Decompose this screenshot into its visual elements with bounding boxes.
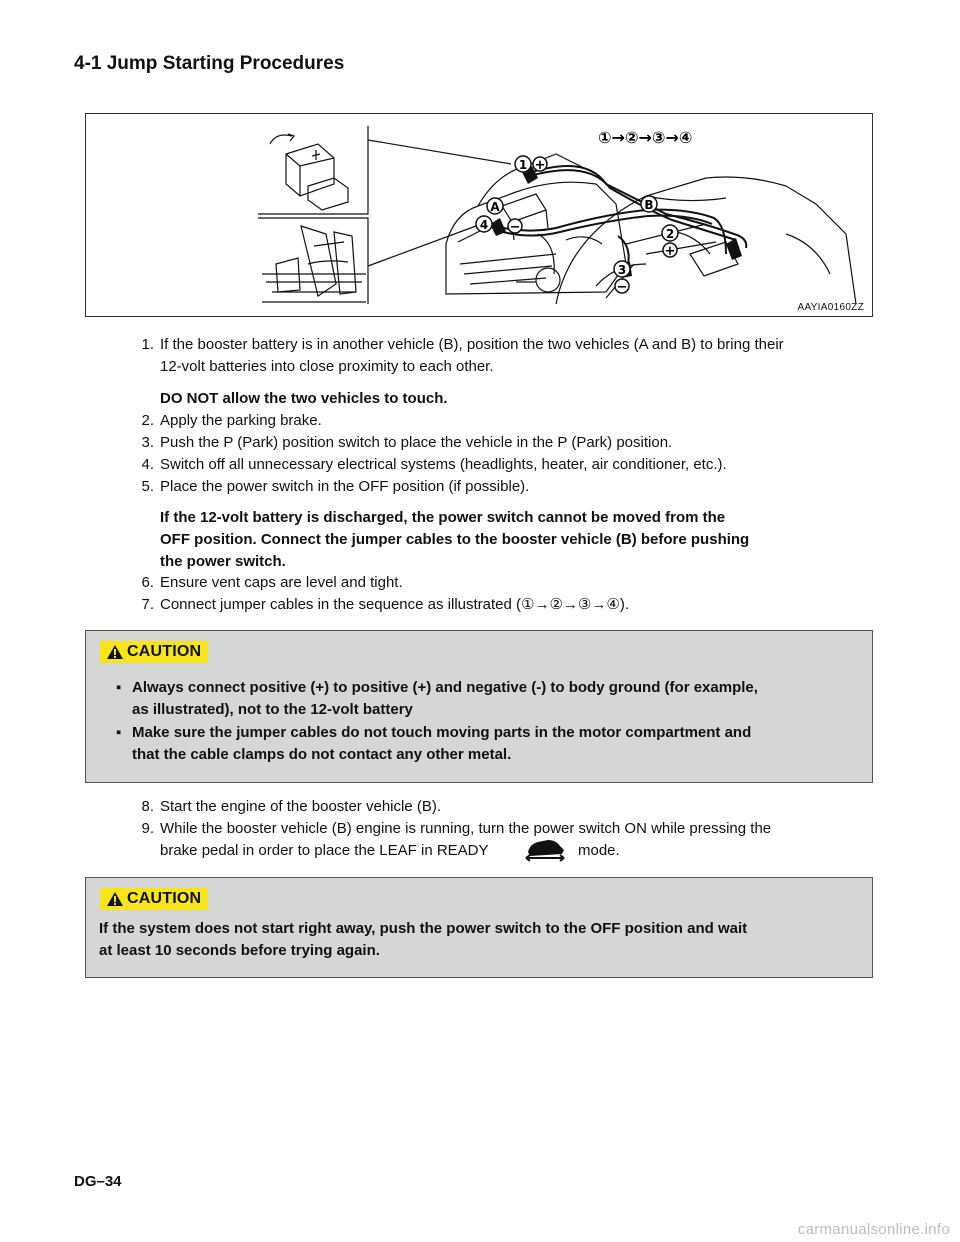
svg-text:3: 3 bbox=[617, 263, 627, 277]
jump-start-illustration bbox=[85, 113, 873, 317]
step-5-note-line-3: the power switch. bbox=[160, 553, 286, 570]
step-5-note-line-1: If the 12-volt battery is discharged, the power switch cannot be moved from the bbox=[160, 509, 726, 526]
svg-text:+: + bbox=[664, 244, 676, 259]
callout-vehicle-a bbox=[487, 198, 503, 214]
step-5-note-line-2: OFF position. Connect the jumper cables to the booster vehicle (B) before pushing bbox=[160, 531, 750, 548]
warning-triangle-icon bbox=[106, 891, 124, 907]
svg-text:−: − bbox=[616, 280, 628, 295]
warning-triangle-icon bbox=[106, 644, 124, 660]
page-title: 4-1 Jump Starting Procedures bbox=[74, 53, 345, 74]
caution-badge-1 bbox=[100, 641, 208, 663]
watermark: carmanualsonline.info bbox=[797, 1221, 950, 1238]
caution-2-line-1: If the system does not start right away, push the power switch to the OFF position and wait bbox=[99, 920, 748, 937]
caution-label-1: CAUTION bbox=[127, 643, 202, 660]
step-9-after: mode. bbox=[578, 842, 620, 859]
svg-text:+: + bbox=[534, 158, 546, 173]
callout-2 bbox=[662, 225, 678, 259]
sequence-label: ①→②→③→④ bbox=[598, 128, 693, 147]
caution-label-2: CAUTION bbox=[127, 890, 202, 907]
svg-text:1: 1 bbox=[518, 158, 528, 172]
svg-text:B: B bbox=[644, 198, 654, 212]
caution-2-line-2: at least 10 seconds before trying again. bbox=[99, 942, 380, 959]
step-1-note: DO NOT allow the two vehicles to touch. bbox=[160, 390, 448, 407]
caution-box-1: CAUTION ▪ Always connect positive (+) to positive (+) and negative (-) to body ground (for example, as illustrated), not to the 12-volt battery ▪ Make sure the jumper cables do not touch moving parts in the motor compartment and that the cable clamps do not contact any other metal. bbox=[85, 630, 873, 783]
ready-car-icon bbox=[522, 834, 568, 864]
svg-text:−: − bbox=[509, 220, 521, 235]
svg-text:A: A bbox=[490, 200, 500, 214]
callout-vehicle-b bbox=[641, 196, 657, 212]
page-number: DG–34 bbox=[74, 1173, 122, 1190]
svg-text:2: 2 bbox=[665, 227, 675, 241]
svg-text:4: 4 bbox=[479, 218, 489, 232]
jump-start-drawing bbox=[86, 114, 874, 318]
caution-badge-2 bbox=[100, 888, 208, 910]
caution-box-2 bbox=[85, 877, 873, 978]
figure-code: AAYIA0160ZZ bbox=[797, 302, 864, 313]
